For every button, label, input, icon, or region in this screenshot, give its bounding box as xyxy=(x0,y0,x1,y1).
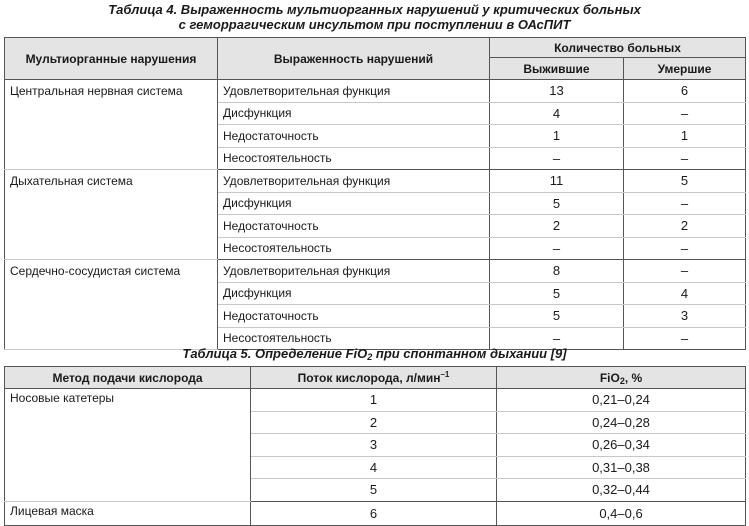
oxygen-flow-cell: 4 xyxy=(251,456,497,479)
table4-caption-line1: Таблица 4. Выраженность мультиорганных нарушений у критических больных xyxy=(108,2,641,17)
severity-cell: Несостоятельность xyxy=(218,327,490,350)
table5-header-flow-sup: –1 xyxy=(440,369,450,379)
survived-count-cell: – xyxy=(490,147,624,170)
oxygen-flow-cell: 6 xyxy=(251,501,497,526)
severity-cell: Удовлетворительная функция xyxy=(218,260,490,283)
table5-header-fio2-suffix: , % xyxy=(624,370,643,385)
organ-system-cell: Дыхательная система xyxy=(5,170,218,260)
table-row xyxy=(5,80,746,103)
died-count-cell: 6 xyxy=(624,80,746,103)
table4 xyxy=(4,37,746,350)
severity-cell: Недостаточность xyxy=(218,305,490,328)
severity-cell: Недостаточность xyxy=(218,125,490,148)
oxygen-flow-cell: 2 xyxy=(251,411,497,434)
table4-body xyxy=(5,80,746,350)
fio2-value-cell: 0,32–0,44 xyxy=(497,479,746,502)
died-count-cell: – xyxy=(624,237,746,260)
table-row xyxy=(5,170,746,193)
table4-header-patients: Количество больных xyxy=(490,38,746,58)
died-count-cell: – xyxy=(624,102,746,125)
severity-cell: Дисфункция xyxy=(218,192,490,215)
table5-caption-sub: 2 xyxy=(367,352,373,362)
oxygen-method-cell: Лицевая маска xyxy=(5,501,251,526)
oxygen-method-cell: Носовые катетеры xyxy=(5,389,251,502)
severity-cell: Удовлетворительная функция xyxy=(218,80,490,103)
table4-caption xyxy=(0,2,749,32)
table5-header-fio2-text: FiO xyxy=(599,370,620,385)
survived-count-cell: 11 xyxy=(490,170,624,193)
oxygen-flow-cell: 3 xyxy=(251,434,497,457)
severity-cell: Несостоятельность xyxy=(218,237,490,260)
table5-body xyxy=(5,389,746,526)
table4-caption-line2: с геморрагическим инсультом при поступлении в ОАсПИТ xyxy=(178,17,571,32)
table5 xyxy=(4,366,746,526)
oxygen-flow-cell: 1 xyxy=(251,389,497,412)
table-row xyxy=(5,501,746,526)
died-count-cell: 5 xyxy=(624,170,746,193)
table5-header-fio2-sub: 2 xyxy=(619,375,625,386)
survived-count-cell: 1 xyxy=(490,125,624,148)
died-count-cell: 3 xyxy=(624,305,746,328)
fio2-value-cell: 0,21–0,24 xyxy=(497,389,746,412)
survived-count-cell: 4 xyxy=(490,102,624,125)
survived-count-cell: 5 xyxy=(490,282,624,305)
table5-header-method: Метод подачи кислорода xyxy=(5,367,251,389)
table5-header-flow-text: Поток кислорода, л/мин xyxy=(297,370,441,385)
died-count-cell: 4 xyxy=(624,282,746,305)
table4-header-organs: Мультиорганные нарушения xyxy=(5,38,218,80)
table4-header-died: Умершие xyxy=(624,58,746,80)
table5-header-flow xyxy=(251,367,497,389)
survived-count-cell: 5 xyxy=(490,305,624,328)
oxygen-flow-cell: 5 xyxy=(251,479,497,502)
survived-count-cell: 5 xyxy=(490,192,624,215)
survived-count-cell: 2 xyxy=(490,215,624,238)
fio2-value-cell: 0,31–0,38 xyxy=(497,456,746,479)
fio2-value-cell: 0,4–0,6 xyxy=(497,501,746,526)
severity-cell: Удовлетворительная функция xyxy=(218,170,490,193)
table5-caption-prefix: Таблица 5. Определение FiO xyxy=(182,346,368,361)
table5-header-fio2 xyxy=(497,367,746,389)
severity-cell: Дисфункция xyxy=(218,282,490,305)
fio2-value-cell: 0,24–0,28 xyxy=(497,411,746,434)
died-count-cell: – xyxy=(624,260,746,283)
organ-system-cell: Сердечно-сосудистая система xyxy=(5,260,218,350)
table4-header-severity: Выраженность нарушений xyxy=(218,38,490,80)
fio2-value-cell: 0,26–0,34 xyxy=(497,434,746,457)
survived-count-cell: 8 xyxy=(490,260,624,283)
died-count-cell: – xyxy=(624,327,746,350)
severity-cell: Несостоятельность xyxy=(218,147,490,170)
survived-count-cell: – xyxy=(490,237,624,260)
survived-count-cell: – xyxy=(490,327,624,350)
died-count-cell: 2 xyxy=(624,215,746,238)
died-count-cell: – xyxy=(624,147,746,170)
table4-header-survived: Выжившие xyxy=(490,58,624,80)
table-row xyxy=(5,389,746,412)
table5-caption-suffix: при спонтанном дыхании [9] xyxy=(372,346,567,361)
table-row xyxy=(5,260,746,283)
died-count-cell: 1 xyxy=(624,125,746,148)
died-count-cell: – xyxy=(624,192,746,215)
survived-count-cell: 13 xyxy=(490,80,624,103)
severity-cell: Дисфункция xyxy=(218,102,490,125)
organ-system-cell: Центральная нервная система xyxy=(5,80,218,170)
table5-caption xyxy=(0,346,749,361)
severity-cell: Недостаточность xyxy=(218,215,490,238)
